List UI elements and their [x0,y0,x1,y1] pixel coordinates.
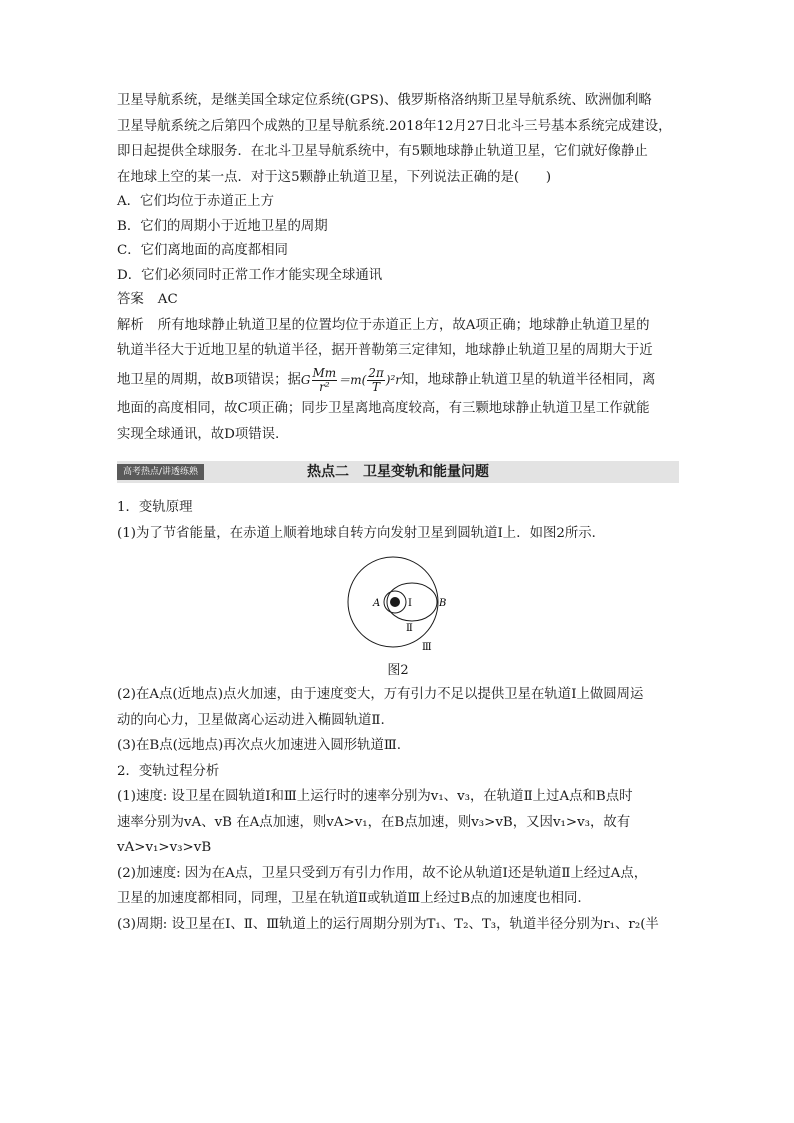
banner-title: 热点二 卫星变轨和能量问题 [307,464,489,480]
answer-label: 答案 [117,292,144,307]
section2-velocity-2: 速率分别为vA、vB 在A点加速，则vA>v₁，在B点加速，则v₃>vB，又因v₁>v₃，故有 [117,814,631,830]
section2-accel-2: 卫星的加速度都相同，同理，卫星在轨道Ⅱ或轨道Ⅲ上经过B点的加速度也相同. [117,891,582,906]
section1-heading: 1．变轨原理 [117,500,193,515]
banner-tag: 高考热点/讲透练熟 [117,464,204,480]
section2-accel-1: (2)加速度: 因为在A点，卫星只受到万有引力作用，故不论从轨道Ⅰ还是轨道Ⅱ上经过A点， [117,865,648,881]
option-c: C．它们离地面的高度都相同 [117,243,288,258]
section2-velocity-3: vA>v₁>v₃>vB [117,840,212,855]
analysis-line-3: 地卫星的周期，故B项错误；据G $\frac{Mm}{\text{r²}}$ ＝m( $\frac{2\pi}{T}$ )²r知，地球静止轨道卫星的轨道半径相同，离 [117,365,656,394]
answer-value: AC [157,292,178,307]
document-page [117,88,679,937]
label-a: A [373,598,381,609]
analysis-line-5: 实现全球通讯，故D项错误. [117,426,280,442]
label-ii: Ⅱ [406,623,413,634]
analysis-label: 解析 [117,317,144,333]
label-iii: Ⅲ [422,642,432,653]
section2-velocity-1: (1)速度: 设卫星在圆轨道Ⅰ和Ⅲ上运行时的速率分别为v₁、v₃，在轨道Ⅱ上过A点和B点时 [117,789,633,804]
analysis-line-2: 轨道半径大于近地卫星的轨道半径，据开普勒第三定律知，地球静止轨道卫星的周期大于近 [117,343,653,358]
intro-line-3: 即日起提供全球服务．在北斗卫星导航系统中，有5颗地球静止轨道卫星，它们就好像静止 [117,144,648,159]
intro-line-4: 在地球上空的某一点．对于这5颗静止轨道卫星，下列说法正确的是( ) [117,169,552,185]
label-i: Ⅰ [408,598,412,609]
section1-line-2a: (2)在A点(近地点)点火加速，由于速度变大，万有引力不足以提供卫星在轨道Ⅰ上做圆周运 [117,687,644,702]
option-d: D．它们必须同时正常工作才能实现全球通讯 [117,267,383,283]
section2-heading: 2．变轨过程分析 [117,763,220,779]
option-b: B．它们的周期小于近地卫星的周期 [117,218,328,234]
section1-line-3: (3)在B点(远地点)再次点火加速进入圆形轨道Ⅲ. [117,738,402,753]
section2-period-1: (3)周期: 设卫星在Ⅰ、Ⅱ、Ⅲ轨道上的运行周期分别为T₁、T₂、T₃，轨道半径分别为r₁、r₂(半 [117,916,659,932]
orbit-figure [117,550,679,660]
intro-line-1: 卫星导航系统，是继美国全球定位系统(GPS)、俄罗斯格洛纳斯卫星导航系统、欧洲伽利略 [117,93,652,108]
kepler-formula: G $\frac{Mm}{\text{r²}}$ ＝m( $\frac{2\pi}{T}$ )²r [300,365,402,394]
section1-line-1: (1)为了节省能量，在赤道上顺着地球自转方向发射卫星到圆轨道Ⅰ上．如图2所示． [117,525,606,541]
analysis-line-1: 解析 所有地球静止轨道卫星的位置均位于赤道正上方，故A项正确；地球静止轨道卫星的 [117,317,650,333]
earth [390,597,400,607]
option-a: A．它们均位于赤道正上方 [117,194,274,209]
section-banner [117,461,679,483]
figure-caption: 图2 [387,663,409,678]
orbit-diagram [117,550,679,660]
label-b: B [439,598,447,609]
analysis-line-4: 地面的高度相同，故C项正确；同步卫星离地高度较高，有三颗地球静止轨道卫星工作就能 [117,401,650,416]
section1-line-2b: 动的向心力，卫星做离心运动进入椭圆轨道Ⅱ. [117,712,385,728]
answer-line [117,288,679,313]
intro-line-2: 卫星导航系统之后第四个成熟的卫星导航系统.2018年12月27日北斗三号基本系统完成建设， [117,118,672,134]
